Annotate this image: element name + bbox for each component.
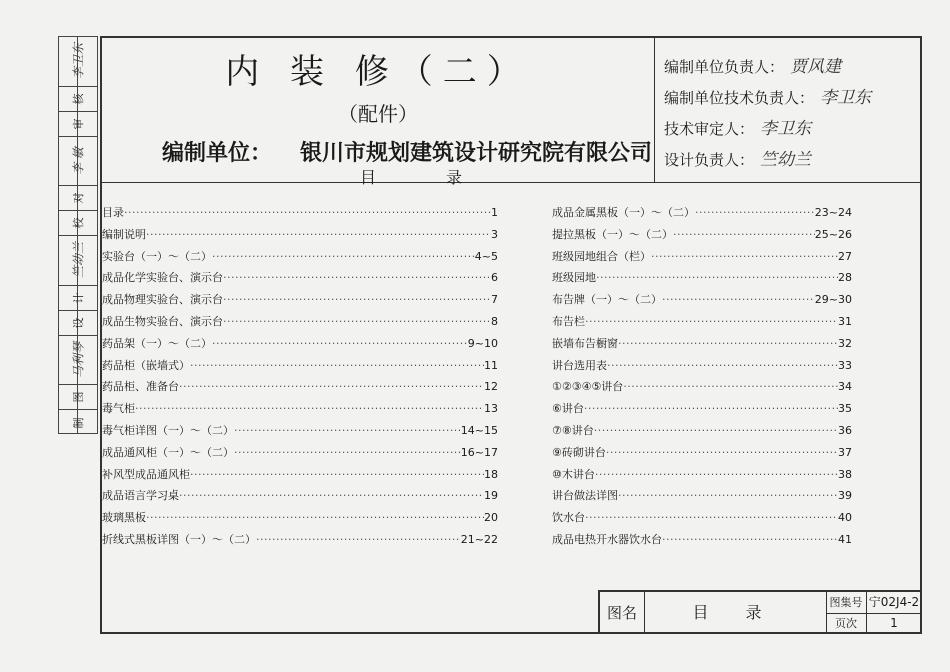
toc-dot-leader <box>179 376 484 398</box>
toc-dot-leader <box>190 355 484 377</box>
toc-entry-page: 35 <box>838 402 852 416</box>
toc-dot-leader <box>695 202 815 224</box>
toc-entry-page: 12 <box>484 380 498 394</box>
strip-signature: 马利琴 <box>71 341 86 378</box>
compiling-unit-name: 银川市规划建筑设计研究院有限公司 <box>300 141 653 166</box>
responsible-row <box>664 145 811 170</box>
toc-entry-page: 29~30 <box>814 293 852 307</box>
toc-entry <box>552 267 852 289</box>
toc-entry-title: 毒气柜 <box>102 402 135 416</box>
toc-entry-page: 33 <box>838 358 852 372</box>
toc-dot-leader <box>190 464 484 486</box>
strip-signature-cell <box>59 336 97 386</box>
signature-strip <box>58 36 98 434</box>
toc-entry-page: 27 <box>838 249 852 263</box>
toc-dot-leader <box>212 246 475 268</box>
toc-entry <box>552 246 852 268</box>
toc-dot-leader <box>223 267 491 289</box>
drawing-name-label: 图名 <box>600 592 645 634</box>
atlas-number-label: 图集号 <box>826 592 867 614</box>
toc-dot-leader <box>662 529 838 551</box>
toc-dot-leader <box>223 311 491 333</box>
toc-entry <box>102 464 498 486</box>
strip-signature-cell <box>59 137 97 187</box>
toc-dot-leader <box>607 355 838 377</box>
toc-entry <box>552 376 852 398</box>
signature: 李卫东 <box>820 88 872 108</box>
toc-entry-page: 38 <box>838 467 852 481</box>
page-number-label: 页次 <box>826 613 867 634</box>
toc-entry <box>102 507 498 529</box>
toc-entry <box>102 376 498 398</box>
toc-entry <box>552 289 852 311</box>
toc-entry <box>552 398 852 420</box>
toc-entry-page: 4~5 <box>474 249 498 263</box>
strip-label-cell <box>59 385 97 410</box>
toc-entry-title: 成品电热开水器饮水台 <box>552 532 662 546</box>
toc-entry-title: 药品架（一）～（二） <box>102 336 212 350</box>
toc-dot-leader <box>584 398 838 420</box>
toc-entry-page: 3 <box>491 227 498 241</box>
toc-entry-title: 成品物理实验台、演示台 <box>102 293 223 307</box>
toc-dot-leader <box>135 398 484 420</box>
toc-entry-page: 19 <box>484 489 498 503</box>
toc-entry <box>102 289 498 311</box>
toc-entry-title: 成品金属黑板（一）～（二） <box>552 206 695 219</box>
toc-dot-leader <box>234 442 461 464</box>
strip-label-cell <box>59 211 97 236</box>
toc-dot-leader <box>234 420 461 442</box>
toc-entry-page: 18 <box>484 467 498 481</box>
toc-entry-title: 饮水台 <box>552 511 585 525</box>
toc-dot-leader <box>662 289 815 311</box>
responsible-label: 技术审定人： <box>664 120 755 138</box>
toc-entry-title: 药品柜、准备台 <box>102 380 179 394</box>
strip-label: 核 <box>72 93 85 105</box>
compiling-unit <box>162 136 652 167</box>
toc-right-column <box>552 202 852 551</box>
strip-signature-cell <box>59 236 97 286</box>
toc-entry-title: 班级园地 <box>552 271 596 285</box>
toc-entry-title: ⑩木讲台 <box>552 467 595 481</box>
toc-entry-page: 20 <box>484 511 498 525</box>
toc-entry-title: ①②③④⑤讲台 <box>552 380 624 394</box>
page-number: 1 <box>890 616 898 630</box>
toc-dot-leader <box>179 485 484 507</box>
toc-dot-leader <box>585 507 838 529</box>
strip-label: 对 <box>72 192 85 204</box>
document-subtitle: （配件） <box>338 102 418 126</box>
toc-entry-page: 7 <box>491 293 498 307</box>
toc-dot-leader <box>651 246 838 268</box>
toc-entry-page: 36 <box>838 423 852 437</box>
strip-label-cell <box>59 286 97 311</box>
toc-dot-leader <box>585 311 838 333</box>
toc-dot-leader <box>618 333 838 355</box>
toc-entry <box>552 224 852 246</box>
toc-entry <box>102 485 498 507</box>
toc-entry <box>102 355 498 377</box>
toc-entry <box>102 442 498 464</box>
toc-entry-page: 1 <box>491 206 498 219</box>
toc-dot-leader <box>146 507 484 529</box>
toc-entry-title: 布告栏 <box>552 314 585 328</box>
strip-signature-cell <box>59 37 97 87</box>
toc-entry <box>552 311 852 333</box>
toc-entry-title: 目录 <box>102 206 124 219</box>
strip-label-cell <box>59 112 97 137</box>
toc-entry-title: 成品语言学习桌 <box>102 489 179 503</box>
toc-entry-page: 9~10 <box>467 336 498 350</box>
toc-entry <box>102 224 498 246</box>
toc-heading-2: 录 <box>446 168 463 187</box>
drawing-name: 目 录 <box>644 592 827 634</box>
toc-entry-page: 40 <box>838 511 852 525</box>
toc-entry-page: 23~24 <box>814 206 852 219</box>
toc-entry-page: 31 <box>838 314 852 328</box>
toc-entry-page: 25~26 <box>814 227 852 241</box>
responsible-row <box>664 114 811 139</box>
toc-dot-leader <box>618 485 838 507</box>
document-title: 内 装 修（二） <box>225 52 531 92</box>
strip-label: 计 <box>72 292 85 304</box>
responsible-label: 设计负责人： <box>664 151 755 169</box>
toc-entry <box>102 246 498 268</box>
toc-heading-1: 目 <box>360 168 377 187</box>
toc-entry-title: 讲台做法详图 <box>552 489 618 503</box>
responsible-row <box>664 83 871 108</box>
toc-entry-title: ⑨砖砌讲台 <box>552 445 606 459</box>
compiling-unit-label: 编制单位： <box>162 141 273 166</box>
toc-entry <box>552 507 852 529</box>
toc-entry-page: 41 <box>838 532 852 546</box>
toc-dot-leader <box>606 442 838 464</box>
toc-entry <box>102 420 498 442</box>
strip-signature: 李卫东 <box>71 43 86 80</box>
signature: 贾风建 <box>790 57 842 77</box>
toc-dot-leader <box>256 529 461 551</box>
strip-label: 图 <box>72 391 85 403</box>
toc-entry-title: 布告牌（一）～（二） <box>552 293 662 307</box>
toc-entry-title: 毒气柜详图（一）～（二） <box>102 423 234 437</box>
toc-entry <box>552 420 852 442</box>
toc-entry-title: 讲台选用表 <box>552 358 607 372</box>
strip-label: 制 <box>72 417 85 429</box>
toc-dot-leader <box>595 464 838 486</box>
toc-dot-leader <box>673 224 815 246</box>
strip-label-cell <box>59 186 97 211</box>
strip-label: 设 <box>72 317 85 329</box>
toc-entry-title: 编制说明 <box>102 227 146 241</box>
toc-entry <box>102 333 498 355</box>
toc-entry-page: 28 <box>838 271 852 285</box>
toc-dot-leader <box>223 289 491 311</box>
header-block <box>102 38 920 183</box>
toc-entry <box>552 333 852 355</box>
responsible-row <box>664 52 841 77</box>
toc-entry <box>552 442 852 464</box>
toc-entry-title: 成品化学实验台、演示台 <box>102 271 223 285</box>
toc-entry-title: 班级园地组合（栏） <box>552 249 651 263</box>
toc-entry-title: 折线式黑板详图（一）～（二） <box>102 532 256 546</box>
title-block <box>598 590 922 634</box>
toc-entry-page: 37 <box>838 445 852 459</box>
toc-dot-leader <box>623 376 838 398</box>
toc-entry <box>552 202 852 224</box>
toc-entry-page: 39 <box>838 489 852 503</box>
toc-entry-title: 补风型成品通风柜 <box>102 467 190 481</box>
strip-label: 校 <box>72 217 85 229</box>
strip-signature: 竺幼兰 <box>71 242 86 279</box>
toc-entry <box>552 464 852 486</box>
atlas-number: 宁02J4-2 <box>866 592 922 614</box>
toc-entry-title: 实验台（一）～（二） <box>102 249 212 263</box>
toc-dot-leader <box>146 224 491 246</box>
signature: 李卫东 <box>760 119 812 139</box>
responsible-label: 编制单位负责人： <box>664 58 785 76</box>
toc-entry <box>552 485 852 507</box>
toc-entry <box>552 355 852 377</box>
toc-entry-page: 16~17 <box>460 445 498 459</box>
strip-label-cell <box>59 410 97 435</box>
signature: 竺幼兰 <box>760 150 812 170</box>
toc-entry-page: 32 <box>838 336 852 350</box>
toc-entry-page: 13 <box>484 402 498 416</box>
toc-entry-title: 成品生物实验台、演示台 <box>102 314 223 328</box>
toc-heading <box>360 165 532 188</box>
toc-entry-page: 8 <box>491 314 498 328</box>
toc-entry-page: 34 <box>838 380 852 394</box>
strip-label-cell <box>59 311 97 336</box>
toc-entry-title: 成品通风柜（一）～（二） <box>102 445 234 459</box>
strip-signature: 李 敏 <box>71 146 86 175</box>
toc-entry-page: 21~22 <box>460 532 498 546</box>
toc-dot-leader <box>124 202 491 224</box>
toc-entry-title: 玻璃黑板 <box>102 511 146 525</box>
toc-entry <box>102 267 498 289</box>
strip-label-cell <box>59 87 97 112</box>
toc-entry-title: ⑦⑧讲台 <box>552 423 594 437</box>
toc-entry-page: 11 <box>484 358 498 372</box>
toc-entry <box>102 398 498 420</box>
strip-label: 审 <box>72 118 85 130</box>
toc-entry <box>102 529 498 551</box>
toc-entry-title: ⑥讲台 <box>552 402 584 416</box>
toc-left-column <box>102 202 498 551</box>
toc-entry-title: 药品柜（嵌墙式） <box>102 358 190 372</box>
toc-dot-leader <box>212 333 468 355</box>
toc-dot-leader <box>596 267 838 289</box>
toc-entry-title: 嵌墙布告橱窗 <box>552 336 618 350</box>
toc-entry <box>552 529 852 551</box>
toc-entry-title: 提拉黑板（一）～（二） <box>552 227 673 241</box>
toc-entry <box>102 202 498 224</box>
toc-dot-leader <box>594 420 838 442</box>
toc-entry-page: 14~15 <box>460 423 498 437</box>
toc-entry <box>102 311 498 333</box>
toc-entry-page: 6 <box>491 271 498 285</box>
responsible-label: 编制单位技术负责人： <box>664 89 815 107</box>
